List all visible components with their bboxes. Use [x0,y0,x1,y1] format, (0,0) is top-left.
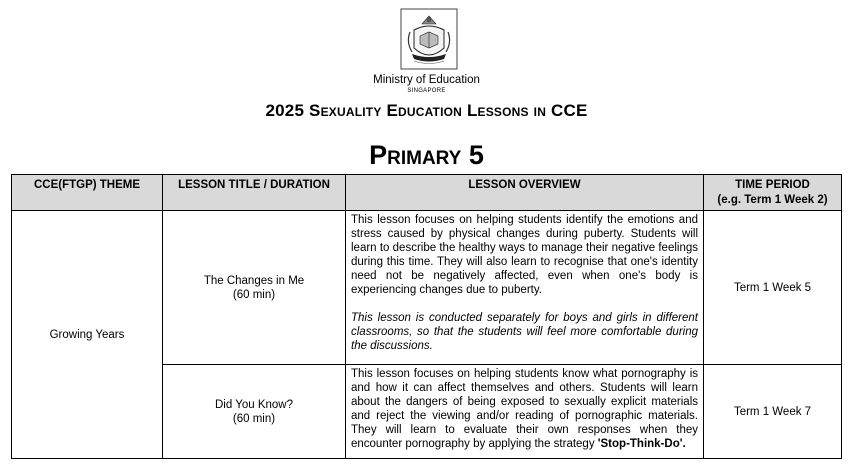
ministry-country: SINGAPORE [407,88,446,94]
lesson-title: The Changes in Me [203,274,305,287]
table-row [12,211,842,365]
lesson-title: Did You Know? [214,398,293,411]
table-header-row [12,175,842,211]
document-title: 2025 Sexuality Education Lessons in CCE [265,101,588,120]
lesson-title-cell [163,365,346,459]
moe-crest-logo [400,8,458,70]
time-period-example: (e.g. Term 1 Week 2) [717,194,828,206]
lesson-overview-note: This lesson is conducted separately for boys and girls in different classrooms, so that the students will feel more comfortable during the discussions. [351,312,698,352]
ministry-name: Ministry of Education [373,74,480,86]
lesson-overview-cell [346,211,704,365]
time-period-cell: Term 1 Week 5 [704,211,842,365]
lesson-overview-text: This lesson focuses on helping students identify the emotions and stress caused by physical changes during puberty. Students will learn to describe the healthy ways to manage their negative feelings during this time. They will also learn to recognise that one's identity need not be negatively affected, even when one's body is experiencing changes due to puberty. [351,214,698,296]
lesson-title-cell [163,211,346,365]
lesson-duration: (60 min) [232,412,276,425]
lesson-overview-cell [346,365,704,459]
lesson-overview-body: This lesson focuses on helping students know what pornography is and how it can affect themselves and others. Students will learn about the dangers of being exposed to sexually explicit materials and reject the viewing and/or reading of pornographic materials. They will learn to evaluate their own responses when they encounter pornography by applying the strategy [351,368,698,450]
level-title: Primary 5 [369,140,484,170]
time-period-cell: Term 1 Week 7 [704,365,842,459]
lessons-table [11,174,842,459]
lesson-overview-text [351,367,698,451]
lesson-strategy: 'Stop-Think-Do'. [597,438,686,450]
theme-cell: Growing Years [12,211,163,459]
lesson-duration: (60 min) [232,288,276,301]
column-header-overview: LESSON OVERVIEW [346,175,704,211]
column-header-theme: CCE(FTGP) THEME [12,175,163,211]
column-header-time-period [704,175,842,211]
column-header-lesson-title: LESSON TITLE / DURATION [163,175,346,211]
time-period-label: TIME PERIOD [735,179,810,191]
